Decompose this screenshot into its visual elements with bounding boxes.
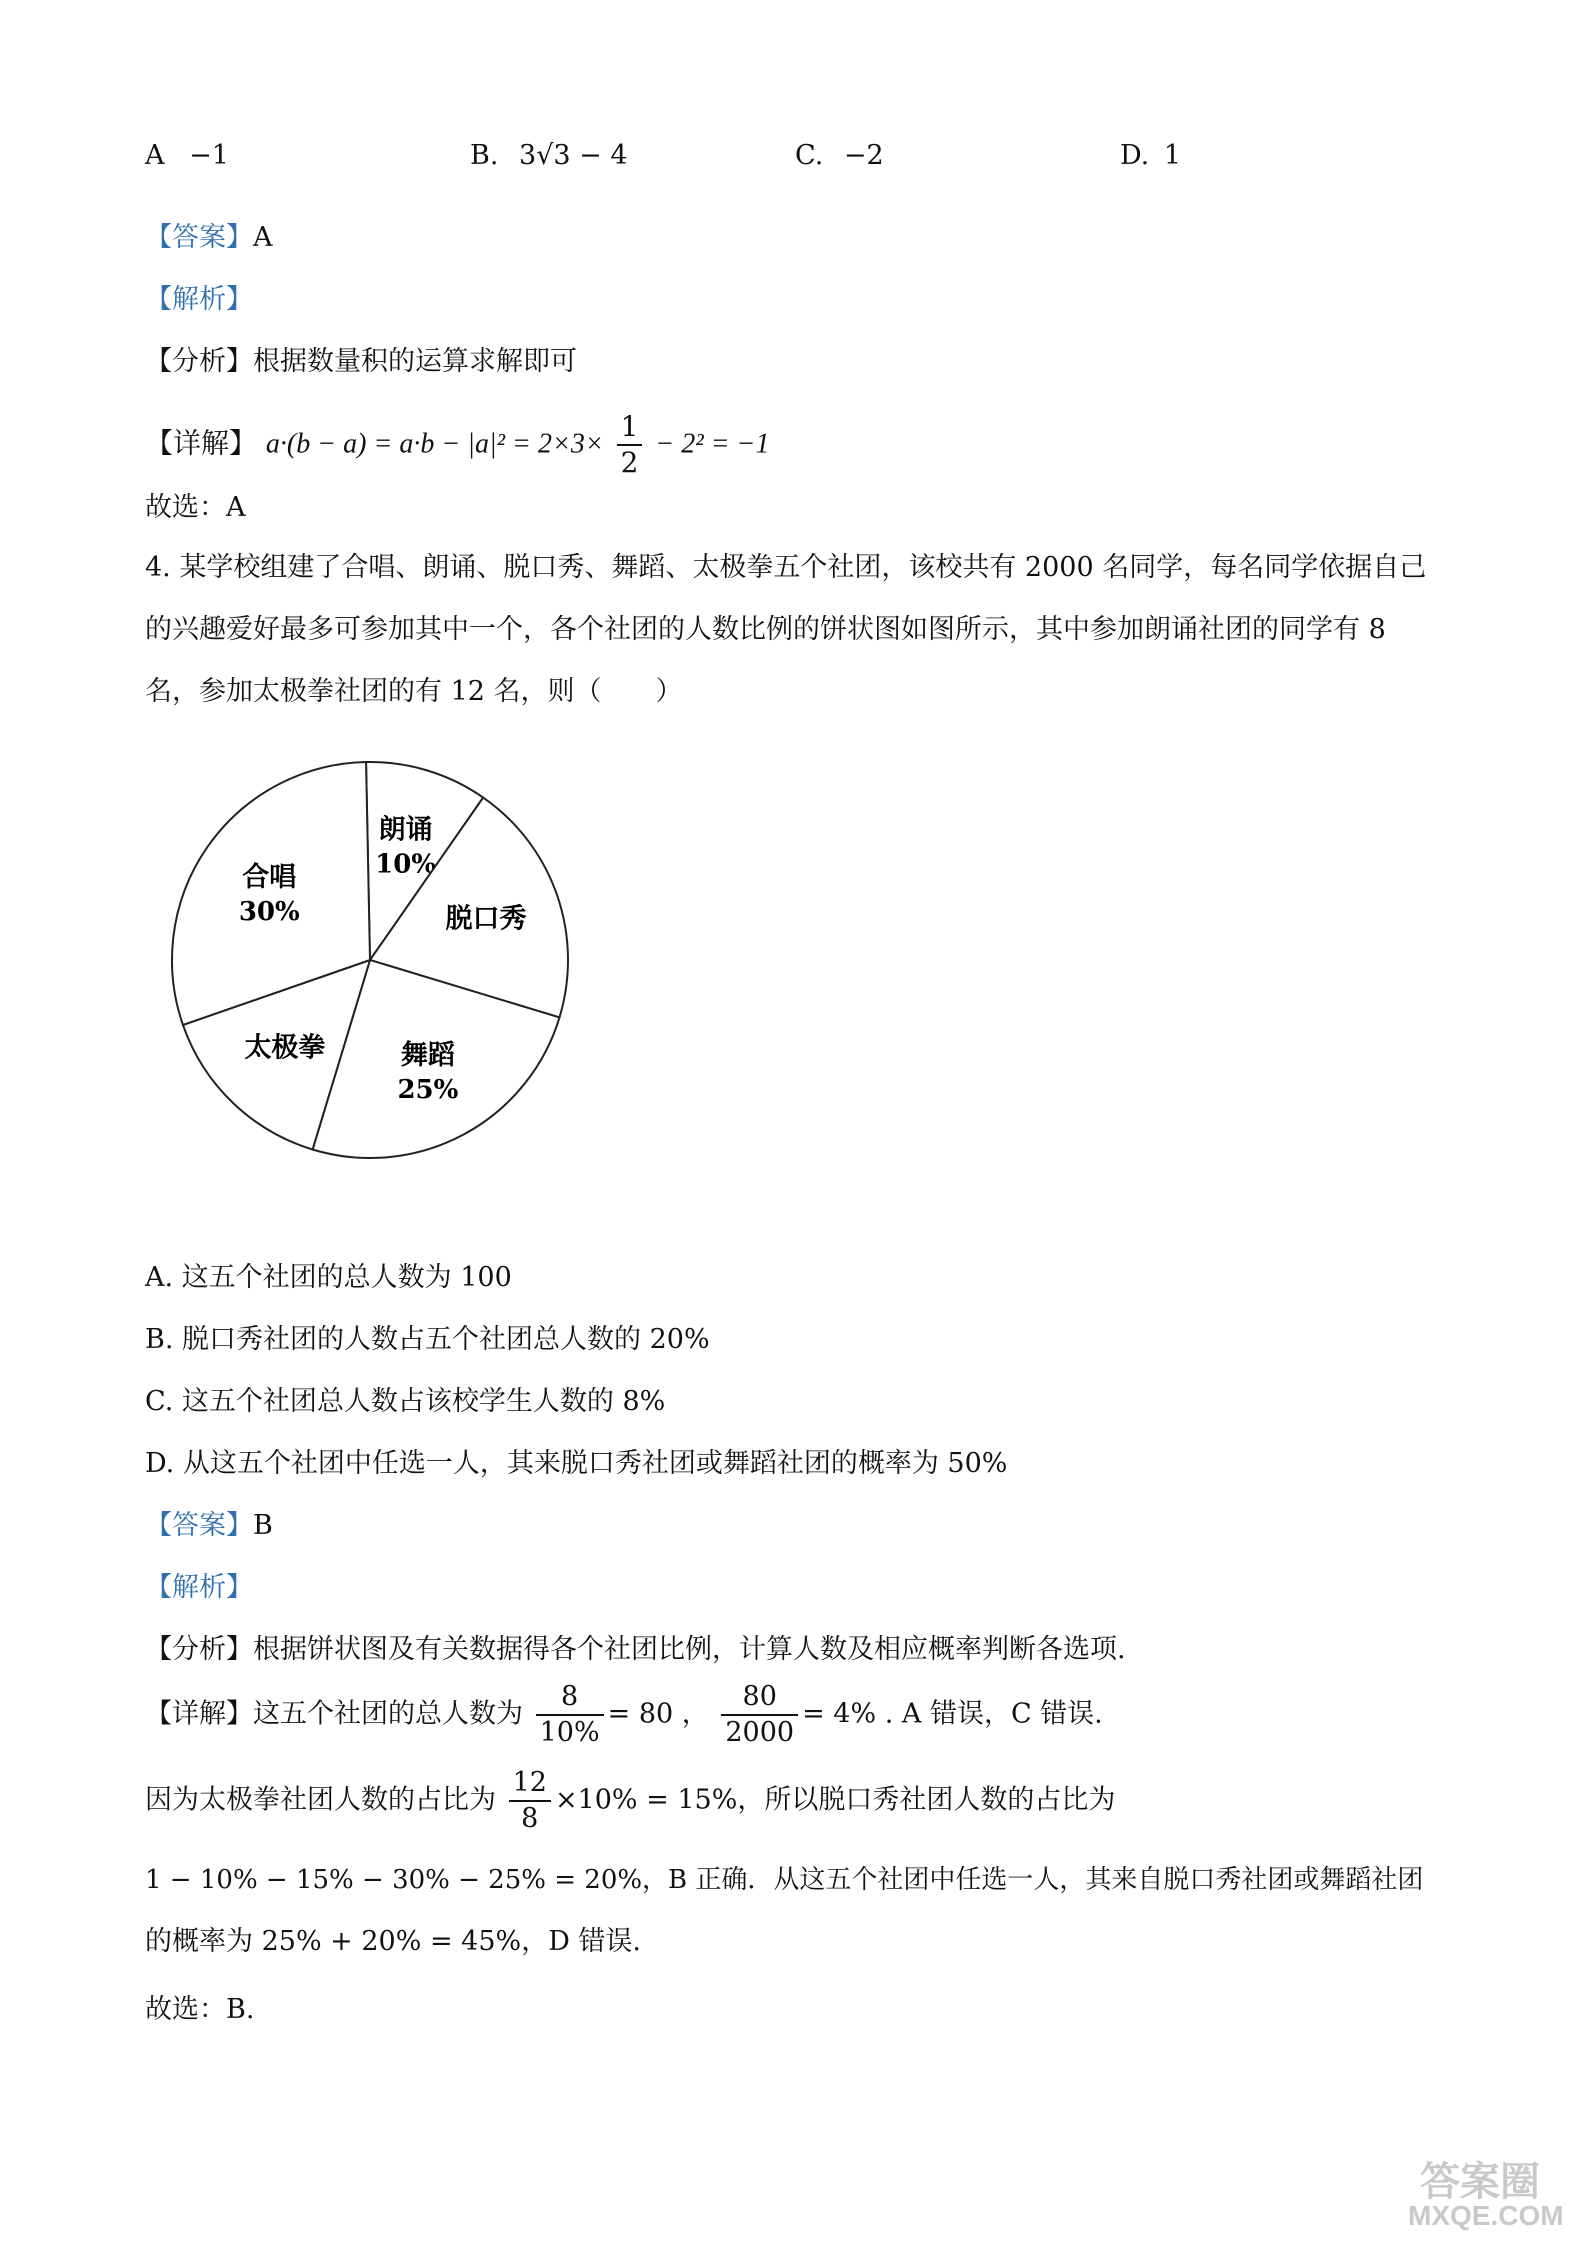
pie-slice-label: 舞蹈 (400, 1040, 455, 1072)
answer-value: B (253, 1510, 273, 1541)
q4-stem-line2: 的兴趣爱好最多可参加其中一个，各个社团的人数比例的饼状图如图所示，其中参加朗诵社团的同学有 8 (145, 614, 1386, 645)
q4-answer (145, 1506, 273, 1546)
q3-option-text: −1 (189, 140, 229, 171)
detail-label: 【详解】 (145, 1698, 253, 1730)
fraction-denominator: 2 (617, 444, 643, 480)
detail-text: 因为太极拳社团人数的占比为 (145, 1784, 496, 1816)
pie-slice-value-label: 30% (238, 896, 300, 927)
q4-option-b: B. 脱口秀社团的人数占五个社团总人数的 20% (145, 1324, 710, 1355)
fenxi-text: 根据饼状图及有关数据得各个社团比例，计算人数及相应概率判断各选项. (253, 1634, 1126, 1665)
pie-slice-label: 合唱 (242, 861, 297, 893)
detail-result: = 80 ， (607, 1698, 709, 1730)
fraction-numerator: 1 (620, 410, 639, 443)
fraction-denominator: 10% (536, 1714, 604, 1750)
q3-conclusion: 故选：A (145, 492, 246, 523)
q4-detail-line2 (145, 1766, 1115, 1836)
q4-option-c: C. 这五个社团总人数占该校学生人数的 8% (145, 1386, 666, 1417)
q4-detail-line4: 的概率为 25% + 20% = 45%，D 错误. (145, 1926, 642, 1957)
fraction-numerator: 12 (512, 1767, 547, 1798)
q3-option-text: 1 (1163, 140, 1182, 171)
q3-option-letter: D. (1120, 140, 1150, 171)
fenxi-label: 【分析】 (145, 1634, 253, 1665)
q3-fenxi (145, 342, 577, 382)
detail-fraction-half (617, 410, 643, 480)
q4-detail-line3: 1 − 10% − 15% − 30% − 25% = 20%，B 正确．从这五个社团中任选一人，其来自脱口秀社团或舞蹈社团 (145, 1865, 1424, 1895)
pie-slice-label: 太极拳 (244, 1032, 326, 1064)
detail-text: ×10% = 15%，所以脱口秀社团人数的占比为 (554, 1784, 1116, 1816)
q3-answer (145, 218, 273, 258)
q3-analysis-tag: 【解析】 (145, 284, 253, 315)
fraction-denominator: 2000 (721, 1714, 798, 1750)
detail-text: 这五个社团的总人数为 (253, 1698, 523, 1730)
detail-formula-right: − 2² = −1 (655, 428, 770, 460)
q4-analysis-tag: 【解析】 (145, 1572, 253, 1603)
q3-option-b (470, 140, 628, 171)
q3-option-letter: C. (795, 140, 824, 171)
pie-slice-value-label: 25% (397, 1075, 459, 1106)
q3-option-a (145, 140, 229, 171)
detail-label: 【详解】 (145, 426, 258, 460)
answer-value: A (253, 222, 273, 253)
fenxi-text: 根据数量积的运算求解即可 (253, 346, 577, 377)
fraction-denominator: 8 (509, 1800, 551, 1836)
fenxi-label: 【分析】 (145, 346, 253, 377)
q4-fenxi (145, 1630, 1126, 1670)
detail-formula-mid: ² = 2×3× (496, 428, 604, 460)
pie-chart (150, 740, 590, 1180)
detail-formula-left: a·(b − a) = a·b − |a| (265, 428, 497, 460)
q3-option-letter: B. (470, 140, 499, 171)
detail-result: = 4% . A 错误，C 错误. (802, 1698, 1103, 1730)
fraction-80-over-2000 (721, 1680, 798, 1750)
q3-option-c (795, 140, 884, 171)
q4-option-a: A. 这五个社团的总人数为 100 (145, 1262, 512, 1293)
fraction-8-over-10pct (536, 1680, 604, 1750)
answer-tag: 【答案】 (145, 1510, 253, 1541)
q4-stem-line1: 4. 某学校组建了合唱、朗诵、脱口秀、舞蹈、太极拳五个社团，该校共有 2000 名同学，每名同学依据自己 (145, 552, 1427, 583)
fraction-numerator: 8 (561, 1681, 579, 1712)
q3-option-text: −2 (843, 140, 884, 171)
pie-slice-label: 朗诵 (378, 814, 433, 846)
q3-option-letter: A (145, 140, 165, 171)
q4-conclusion: 故选：B. (145, 1994, 255, 2025)
answer-tag: 【答案】 (145, 222, 253, 253)
q4-stem-line3: 名，参加太极拳社团的有 12 名，则（ ） (145, 676, 683, 707)
q3-option-d (1120, 140, 1181, 171)
fraction-12-over-8 (509, 1766, 551, 1836)
watermark-logo: 答案圈 (1420, 2160, 1540, 2204)
pie-slice-label: 脱口秀 (445, 903, 527, 935)
watermark-site: MXQE.COM (1408, 2200, 1564, 2231)
q3-detail (145, 410, 769, 480)
pie-slice-value-label: 10% (375, 849, 437, 880)
fraction-numerator: 80 (742, 1681, 777, 1712)
q3-option-text: 3√3 − 4 (519, 140, 628, 171)
q4-detail-line1 (145, 1680, 1103, 1750)
q4-option-d: D. 从这五个社团中任选一人，其来脱口秀社团或舞蹈社团的概率为 50% (145, 1448, 1008, 1479)
